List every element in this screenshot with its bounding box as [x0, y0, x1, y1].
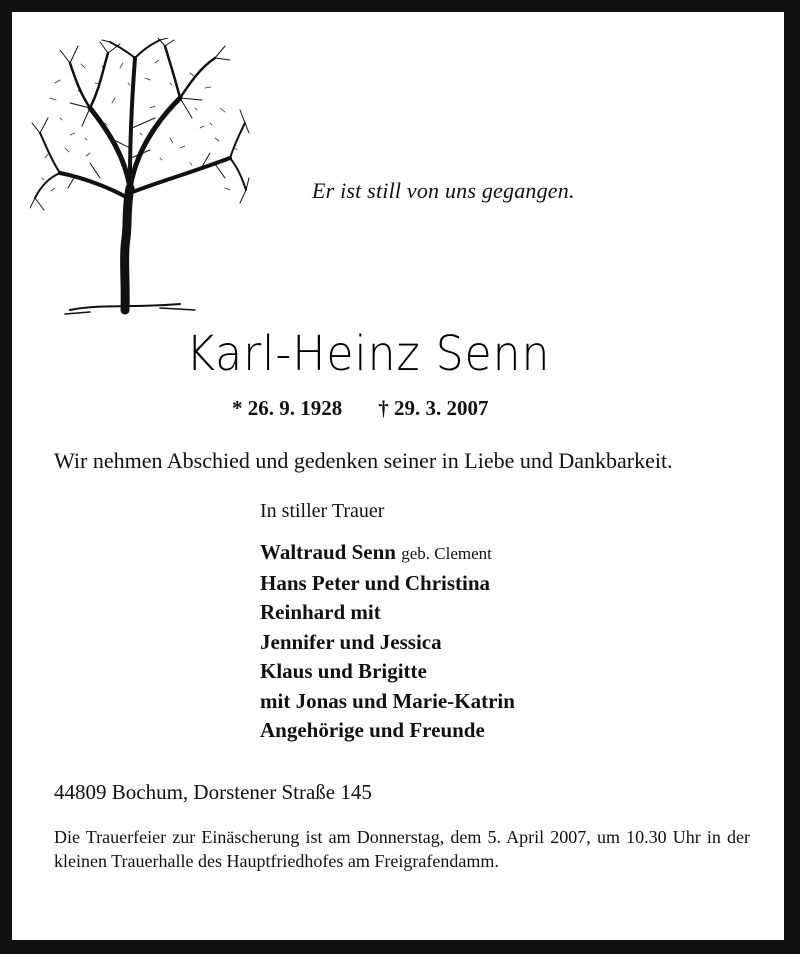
address: 44809 Bochum, Dorstener Straße 145: [54, 780, 372, 804]
mourner-row: Hans Peter und Christina: [260, 570, 491, 595]
mourner-row: Reinhard mit: [260, 600, 381, 624]
mourner-row: Angehörige und Freunde: [260, 718, 485, 742]
death-date: † 29. 3. 2007: [378, 396, 489, 420]
life-dates: [232, 396, 489, 421]
birth-date: * 26. 9. 1928: [232, 396, 343, 420]
maiden-name-note: geb. Clement: [401, 544, 492, 563]
tagline: Er ist still von uns gegangen.: [312, 178, 575, 203]
mourner-row: [260, 538, 515, 569]
mourner-row: mit Jonas und Marie-Katrin: [260, 688, 515, 713]
mourner-row: Jennifer und Jessica: [260, 629, 442, 654]
mourner-row: Klaus und Brigitte: [260, 659, 427, 683]
mourning-line: In stiller Trauer: [260, 500, 385, 522]
deceased-name: Karl-Heinz Senn: [186, 326, 551, 382]
farewell-text: Wir nehmen Abschied und gedenken seiner in Liebe und Dankbarkeit.: [54, 448, 673, 473]
mourners-list: [260, 538, 515, 746]
tree-icon: [30, 38, 250, 323]
mourner-name: Waltraud Senn: [260, 540, 396, 564]
funeral-service-text: Die Trauerfeier zur Einäscherung ist am Donnerstag, dem 5. April 2007, um 10.30 Uhr in der kleinen Trauerhalle des Hauptfriedhofes am Freigrafendamm.: [54, 827, 750, 871]
